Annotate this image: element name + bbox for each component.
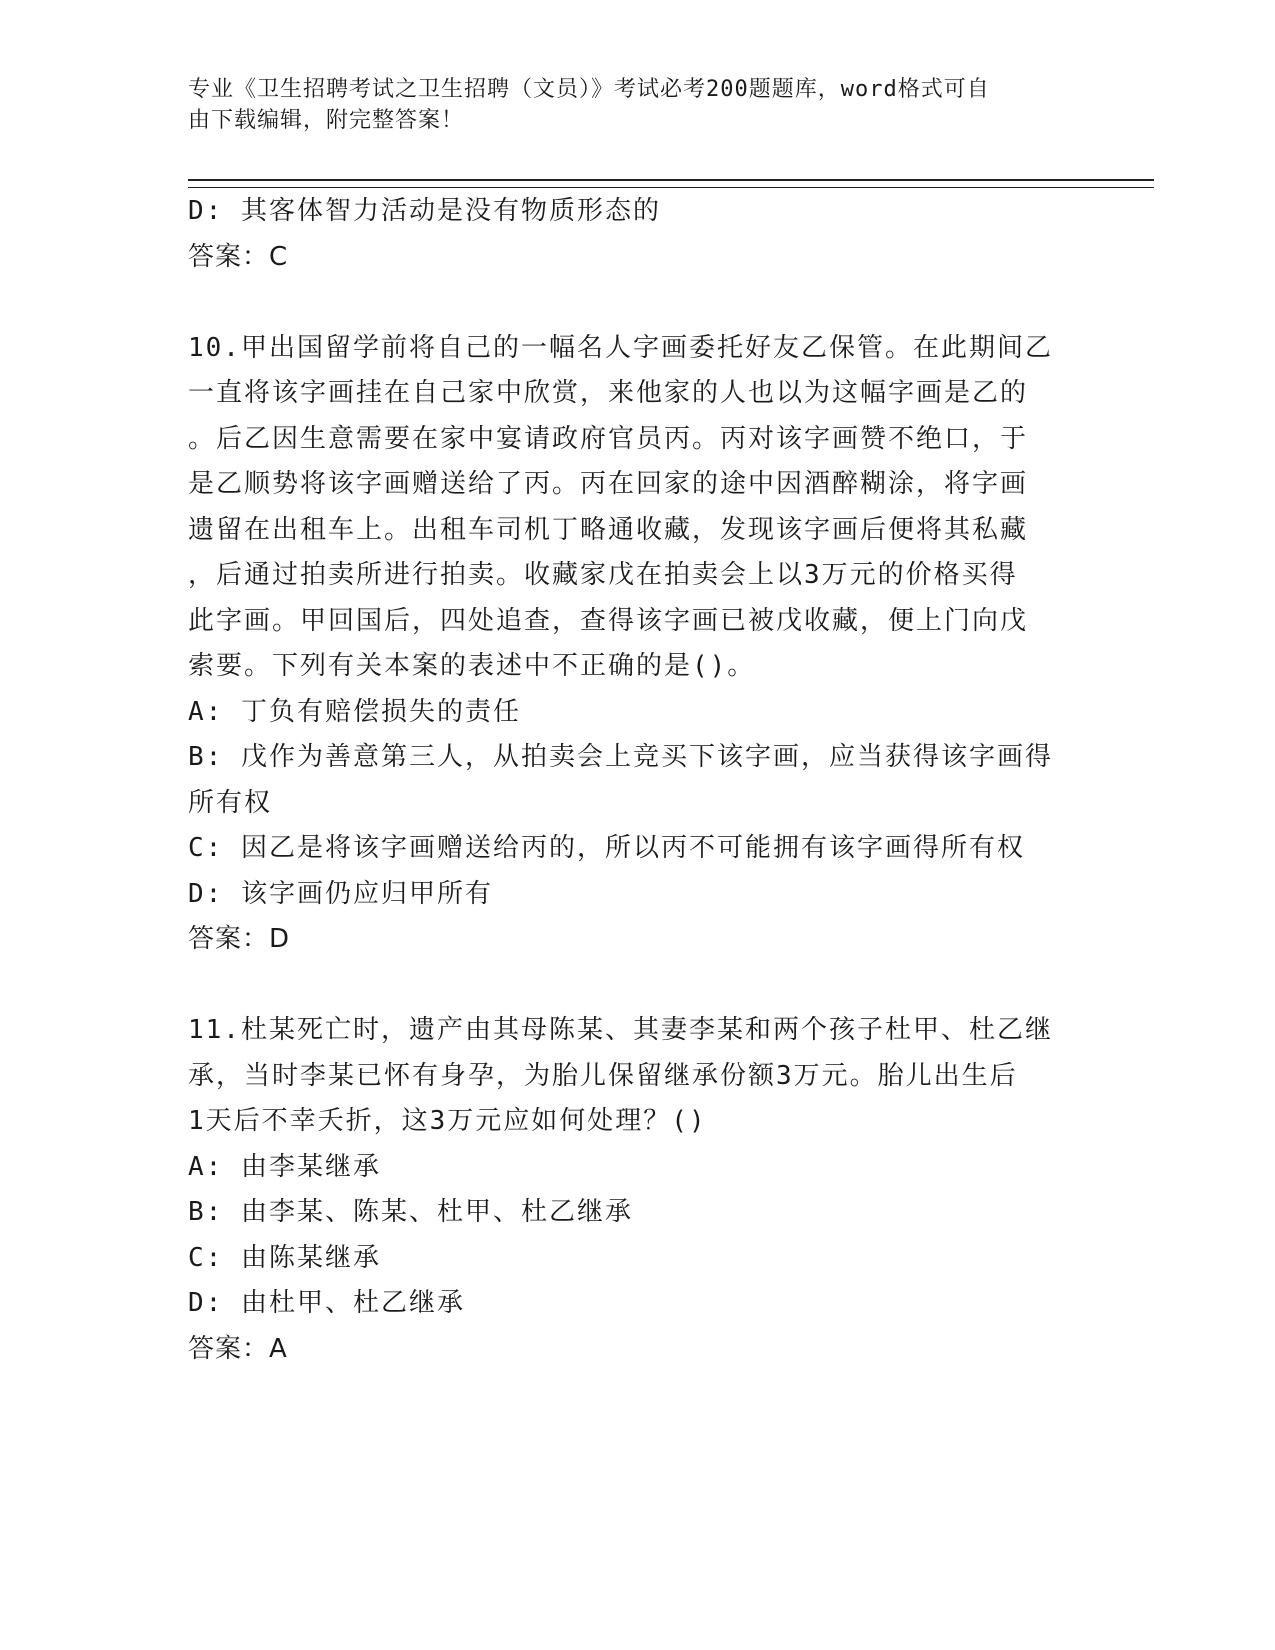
spacer	[188, 963, 1088, 1009]
option-d: D: 其客体智力活动是没有物质形态的	[188, 196, 661, 226]
header-title-line-1: 专业《卫生招聘考试之卫生招聘（文员）》考试必考200题题库，word格式可自	[188, 77, 990, 102]
answer-label: 答案：D	[188, 924, 291, 954]
answer-label: 答案：C	[188, 241, 289, 272]
question-content	[188, 189, 1088, 1372]
stem-line: 此字画。甲回国后，四处追查，查得该字画已被戊收藏，便上门向戊	[188, 605, 1029, 636]
stem-line: 是乙顺势将该字画赠送给了丙。丙在回家的途中因酒醉糊涂，将字画	[188, 469, 1029, 499]
question-10	[188, 326, 1088, 963]
option-a: A: 丁负有赔偿损失的责任	[188, 696, 521, 727]
option-c: C: 因乙是将该字画赠送给丙的，所以丙不可能拥有该字画得所有权	[188, 833, 1025, 863]
stem-line: 一直将该字画挂在自己家中欣赏，来他家的人也以为这幅字画是乙的	[188, 378, 1029, 408]
stem-line: 11.杜某死亡时，遗产由其母陈某、其妻李某和两个孩子杜甲、杜乙继	[188, 1015, 1053, 1045]
header-title-line-2: 由下载编辑，附完整答案！	[188, 108, 465, 133]
option-c: C: 由陈某继承	[188, 1242, 381, 1273]
question-11	[188, 1008, 1088, 1372]
stem-line: 遗留在出租车上。出租车司机丁略通收藏，发现该字画后便将其私藏	[188, 514, 1029, 545]
question-stem	[188, 1008, 1088, 1145]
option-d: D: 由杜甲、杜乙继承	[188, 1288, 465, 1318]
option-b: B: 戊作为善意第三人，从拍卖会上竞买下该字画，应当获得该字画得	[188, 742, 1053, 772]
stem-line: ，后通过拍卖所进行拍卖。收藏家戊在拍卖会上以3万元的价格买得	[188, 560, 1018, 590]
option-b-continued: 所有权	[188, 787, 273, 818]
option-a: A: 由李某继承	[188, 1151, 381, 1182]
stem-line: 。后乙因生意需要在家中宴请政府官员丙。丙对该字画赞不绝口，于	[188, 423, 1029, 454]
header-divider	[188, 179, 1154, 188]
option-d: D: 该字画仍应归甲所有	[188, 878, 493, 909]
stem-line: 10.甲出国留学前将自己的一幅名人字画委托好友乙保管。在此期间乙	[188, 332, 1053, 363]
option-b: B: 由李某、陈某、杜甲、杜乙继承	[188, 1197, 633, 1227]
stem-line: 承，当时李某已怀有身孕，为胎儿保留继承份额3万元。胎儿出生后	[188, 1060, 1018, 1091]
spacer	[188, 280, 1088, 326]
stem-line: 1天后不幸夭折，这3万元应如何处理？()	[188, 1106, 707, 1136]
previous-question-tail	[188, 189, 1088, 280]
page-header	[188, 74, 1068, 136]
answer-label: 答案：A	[188, 1333, 288, 1364]
question-stem	[188, 326, 1088, 690]
stem-line: 索要。下列有关本案的表述中不正确的是()。	[188, 651, 756, 681]
